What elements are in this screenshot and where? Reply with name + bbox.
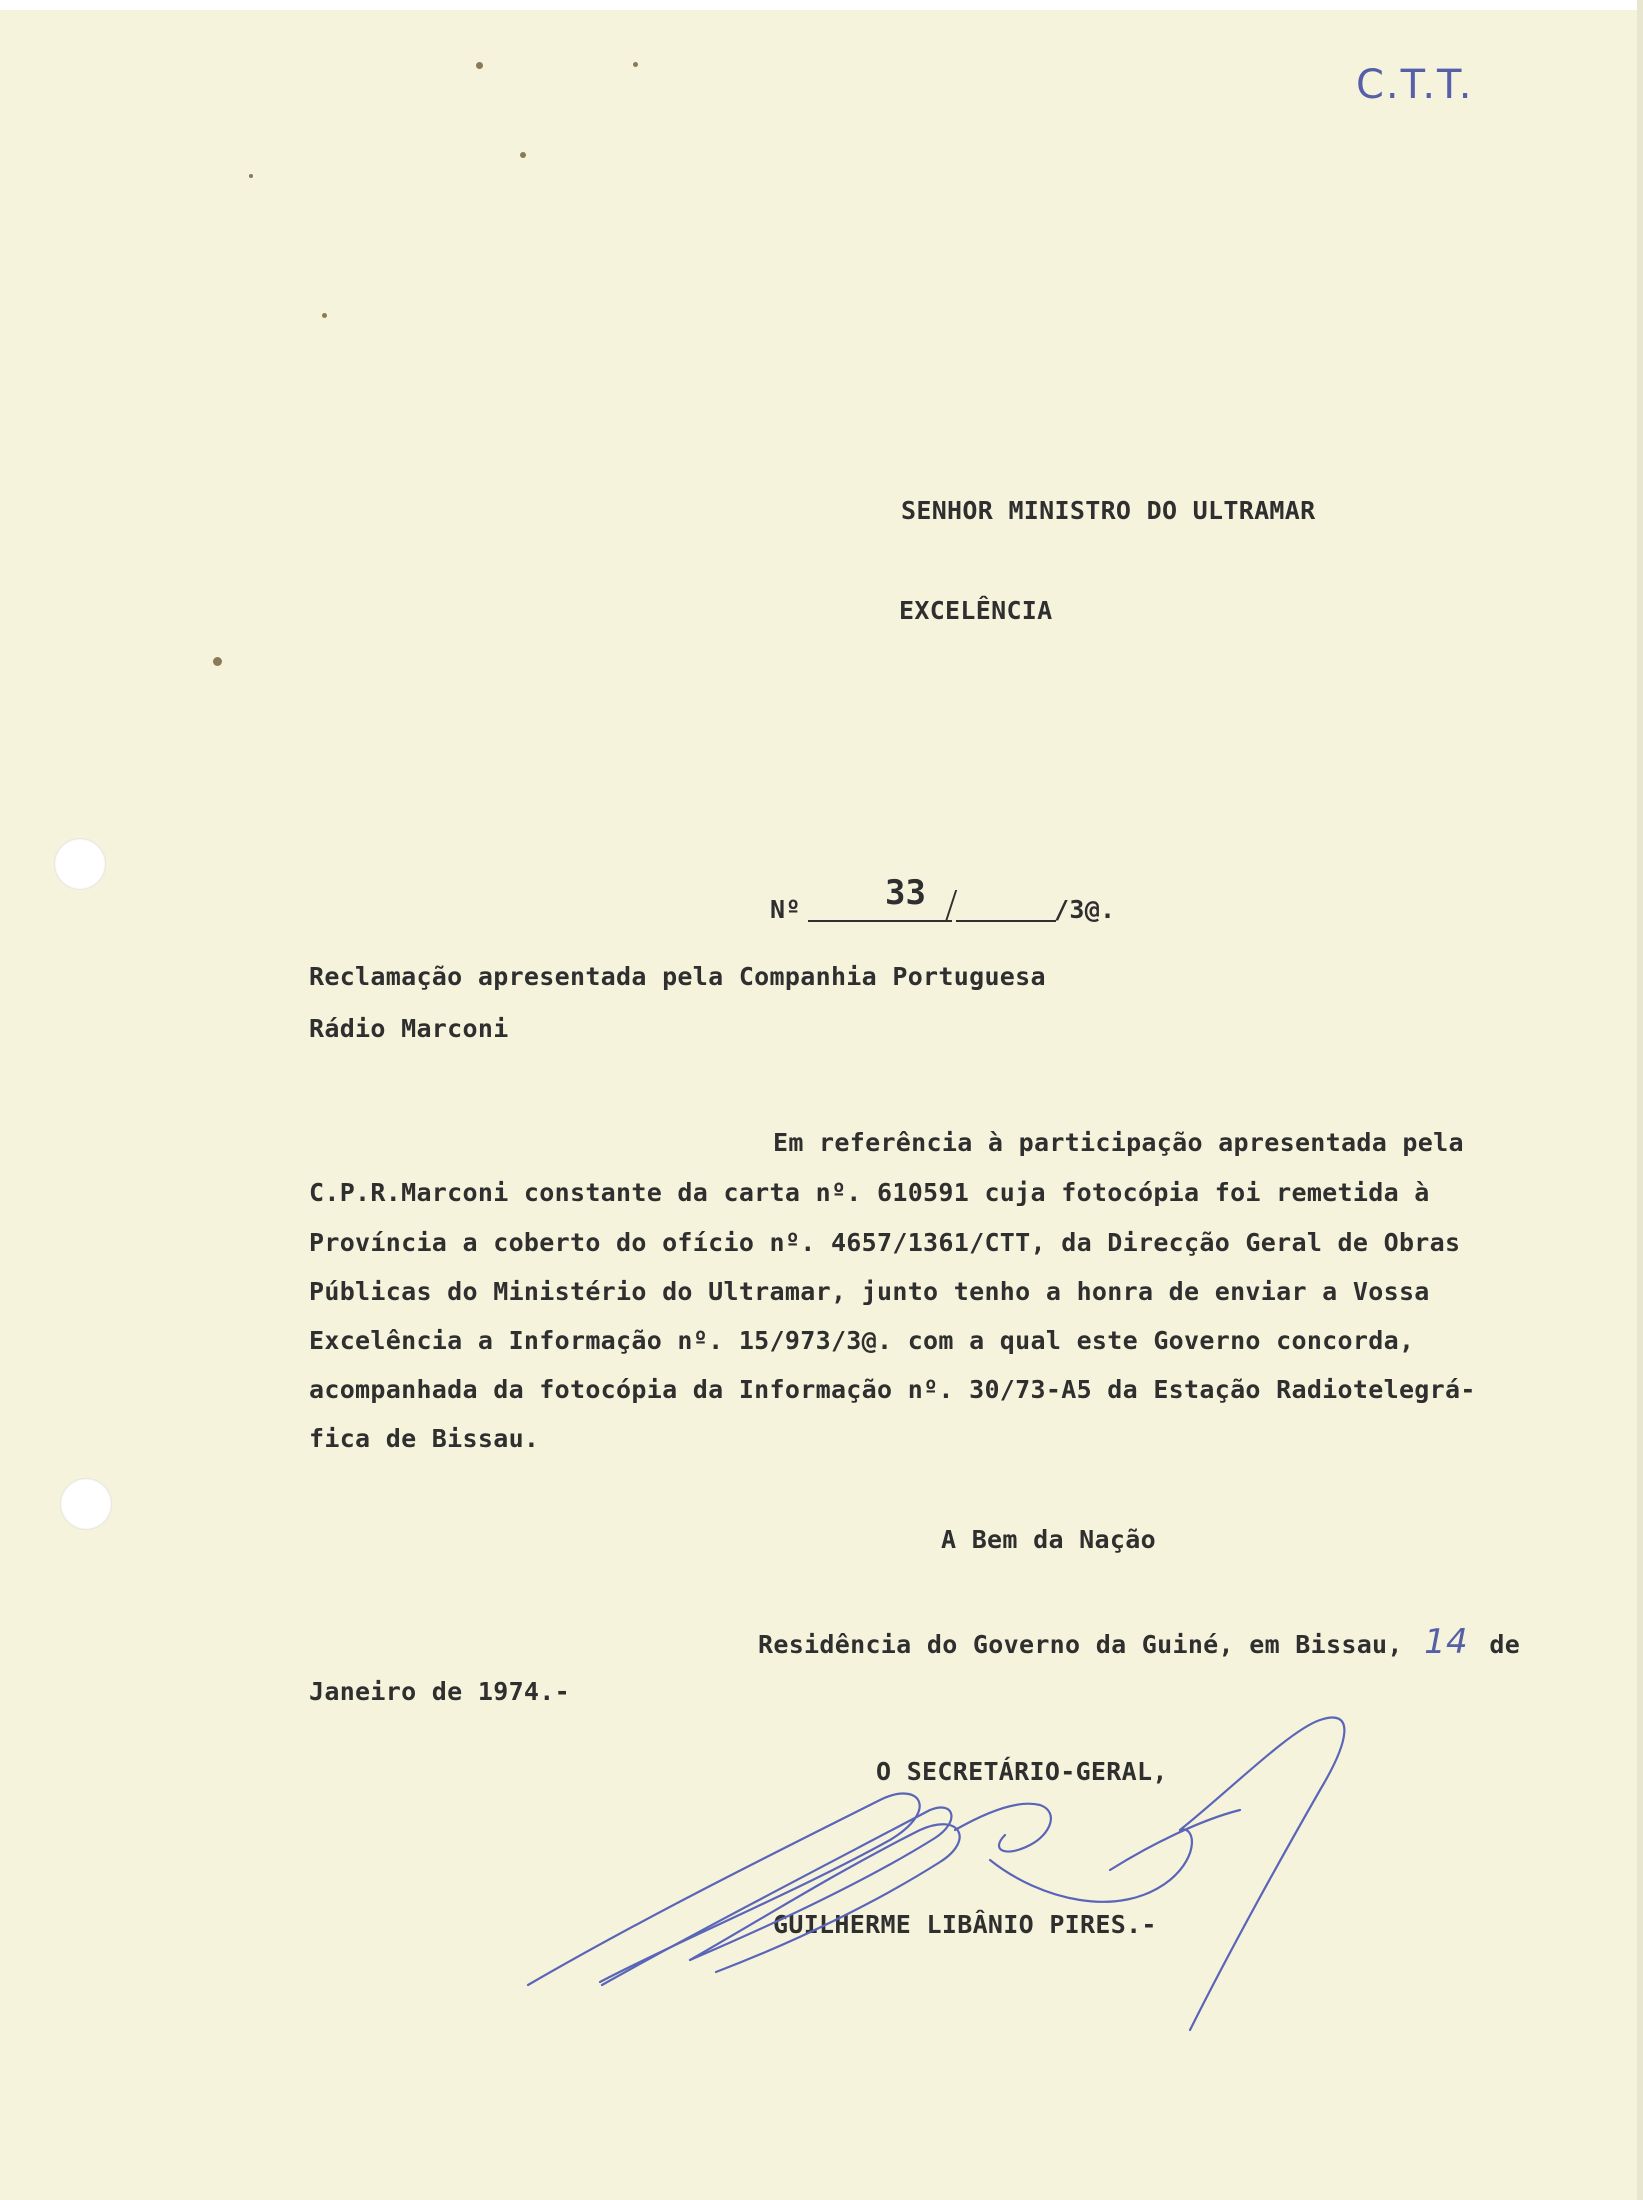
reference-prefix: Nº [770, 895, 801, 924]
signature-stroke [1110, 1810, 1240, 1870]
body-line-5: Excelência a Informação nº. 15/973/3@. com a qual este Governo concorda, [309, 1326, 1415, 1355]
addressee: SENHOR MINISTRO DO ULTRAMAR [901, 496, 1316, 525]
subject-line-1: Reclamação apresentada pela Companhia Portuguesa [309, 962, 1046, 991]
reference-number-value: 33 [885, 873, 926, 913]
place-prefix: Residência do Governo da Guiné, em Bissau, [758, 1630, 1403, 1659]
salutation: EXCELÊNCIA [899, 596, 1053, 625]
handwritten-ctt-annotation: C.T.T. [1356, 62, 1474, 108]
subject-line-2: Rádio Marconi [309, 1014, 509, 1043]
signature-stroke [528, 1794, 920, 1985]
body-line-3: Província a coberto do ofício nº. 4657/1361/CTT, da Direcção Geral de Obras [309, 1228, 1461, 1257]
body-line-2: C.P.R.Marconi constante da carta nº. 610591 cuja fotocópia foi remetida à [309, 1178, 1430, 1207]
reference-suffix: /3@. [1054, 895, 1116, 924]
handwritten-day: 14 [1424, 1622, 1468, 1662]
date-line: Janeiro de 1974.- [309, 1677, 570, 1706]
signature-stroke [955, 1804, 1051, 1852]
signature-stroke [1180, 1717, 1344, 2030]
place-suffix: de [1489, 1630, 1521, 1659]
body-line-6: acompanhada da fotocópia da Informação nº. 30/73-A5 da Estação Radiotelegrá- [309, 1375, 1476, 1404]
body-line-1: Em referência à participação apresentada pela [773, 1128, 1464, 1157]
signer-name: GUILHERME LIBÂNIO PIRES.- [773, 1910, 1157, 1939]
signer-title: O SECRETÁRIO-GERAL, [876, 1757, 1168, 1786]
closing: A Bem da Nação [941, 1525, 1156, 1554]
body-line-7: fica de Bissau. [309, 1424, 540, 1453]
body-line-4: Públicas do Ministério do Ultramar, junto tenho a honra de enviar a Vossa [309, 1277, 1430, 1306]
